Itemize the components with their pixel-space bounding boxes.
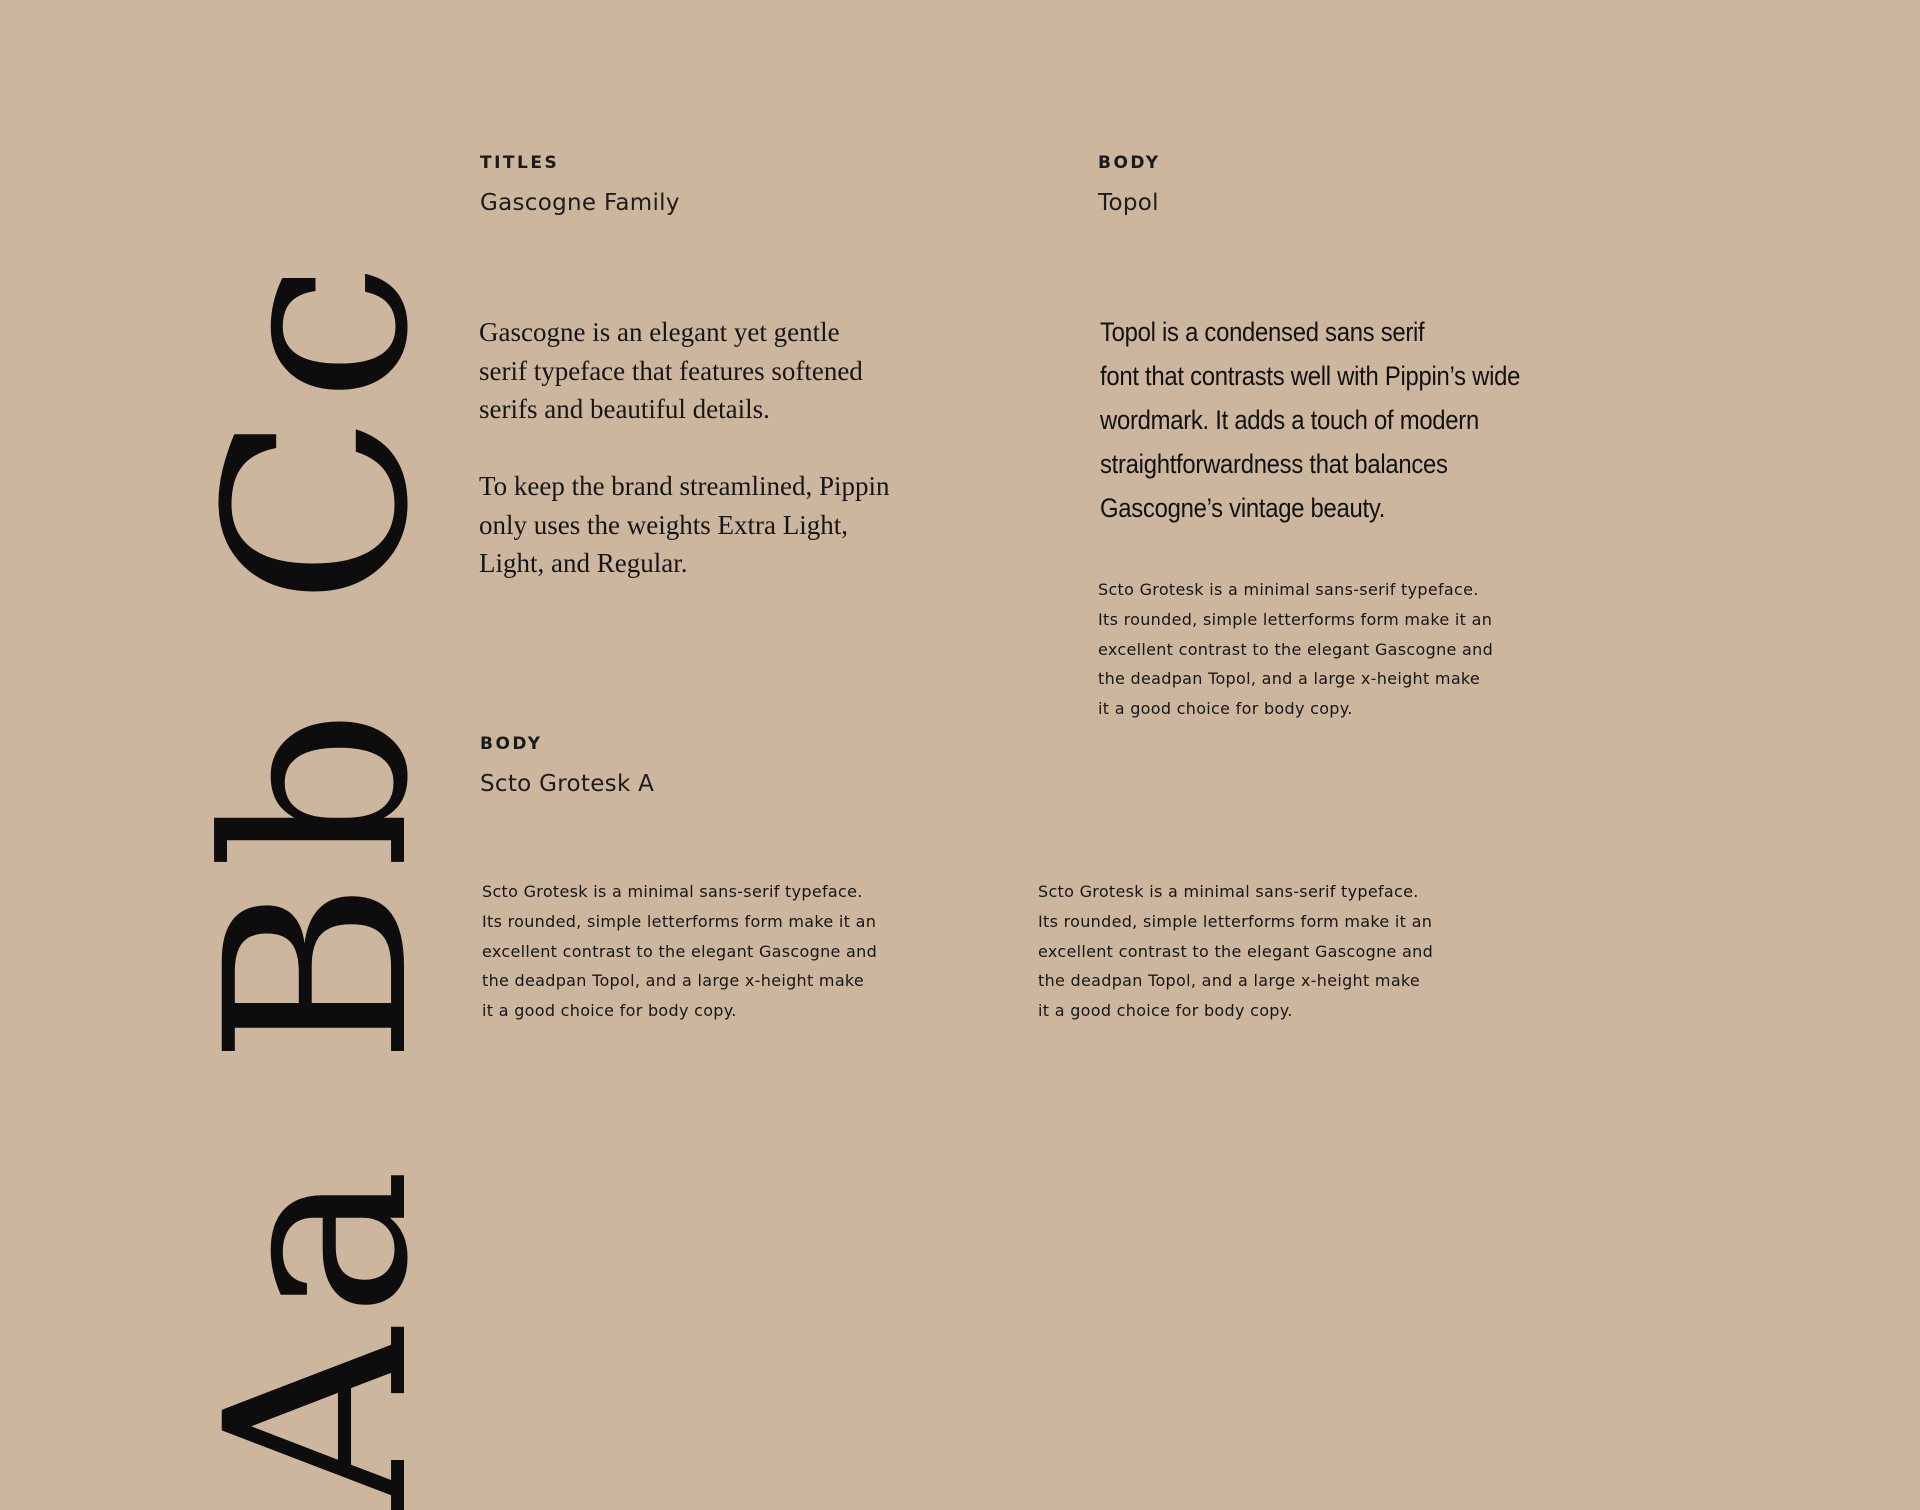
text-line: it a good choice for body copy. [482, 1001, 737, 1021]
text-line: the deadpan Topol, and a large x-height make [1098, 669, 1481, 689]
titles-label: TITLES [480, 153, 560, 173]
text-line: excellent contrast to the elegant Gascogne and [1098, 639, 1494, 659]
text-line: Its rounded, simple letterforms form make it an [1098, 609, 1493, 629]
text-line: Scto Grotesk is a minimal sans-serif typeface. [482, 882, 863, 901]
text-line: Its rounded, simple letterforms form make it an [482, 911, 877, 931]
text-line: Topol is a condensed sans serif [1100, 317, 1425, 347]
text-line: straightforwardness that balances [1100, 449, 1448, 479]
topol-family-name: Topol [1098, 190, 1159, 216]
text-line: the deadpan Topol, and a large x-height make [482, 971, 865, 991]
text-line: wordmark. It adds a touch of modern [1100, 405, 1479, 435]
specimen-glyphs: Aa Bb Cc [172, 250, 463, 1510]
titles-family-name: Gascogne Family [480, 190, 680, 216]
topol-paragraph [1100, 310, 1520, 530]
text-line: only uses the weights Extra Light, [479, 509, 848, 540]
text-line: Scto Grotesk is a minimal sans-serif typeface. [1038, 882, 1419, 901]
topol-label: BODY [1098, 153, 1161, 173]
text-line: Its rounded, simple letterforms form make it an [1038, 911, 1433, 931]
scto-paragraph-left [482, 877, 877, 1026]
text-line: it a good choice for body copy. [1038, 1001, 1293, 1021]
text-line: serifs and beautiful details. [479, 394, 770, 424]
text-line: excellent contrast to the elegant Gascogne and [1038, 941, 1434, 961]
scto-label: BODY [480, 734, 543, 754]
scto-family-name: Scto Grotesk A [480, 771, 655, 797]
text-line: the deadpan Topol, and a large x-height make [1038, 971, 1421, 991]
text-line: it a good choice for body copy. [1098, 699, 1353, 719]
gascogne-paragraph-1 [479, 313, 863, 429]
text-line: excellent contrast to the elegant Gascogne and [482, 941, 878, 961]
text-line: font that contrasts well with Pippin’s wide [1100, 361, 1521, 391]
text-line: Gascogne is an elegant yet gentle [479, 317, 840, 347]
gascogne-paragraph-2 [479, 467, 890, 583]
topol-small-paragraph [1098, 575, 1493, 724]
text-line: Gascogne’s vintage beauty. [1100, 493, 1386, 523]
text-line: To keep the brand streamlined, Pippin [479, 471, 890, 501]
text-line: serif typeface that features softened [479, 355, 863, 386]
text-line: Light, and Regular. [479, 548, 688, 578]
text-line: Scto Grotesk is a minimal sans-serif typeface. [1098, 580, 1479, 599]
scto-paragraph-right [1038, 877, 1433, 1026]
